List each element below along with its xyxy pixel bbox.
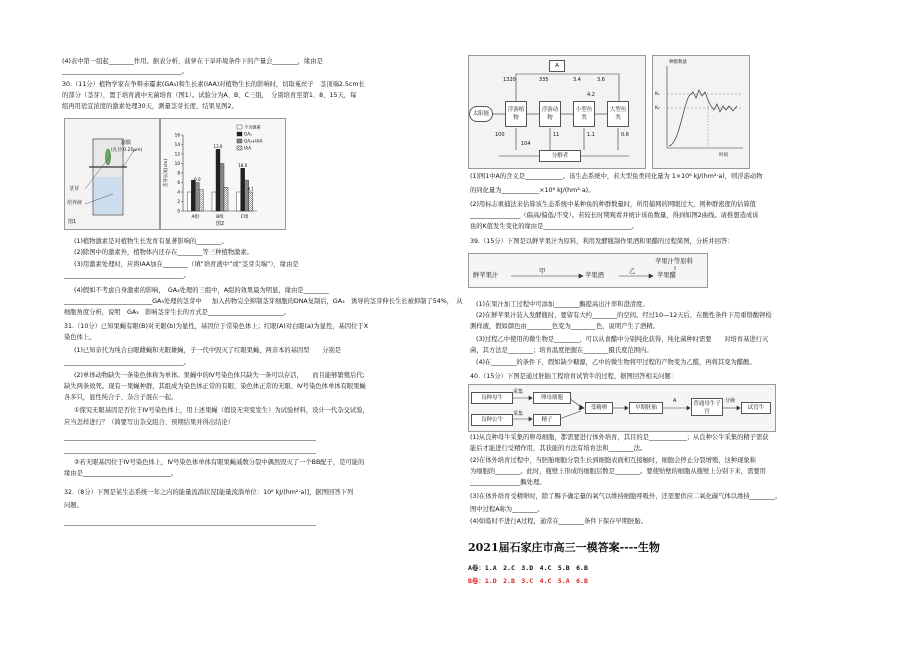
text-line: 能后才能进行受精作用，其获能的方法有培育法和________法。 — [470, 445, 647, 452]
bar — [237, 192, 241, 211]
collect-label: 采集 — [513, 389, 524, 395]
text-line: 30.（11分）植物学家在争辩赤霉素(GA₃)和生长素(IAA)对植物生长的影响时，切取菟丝子 茎顶端2.5cm长 — [62, 81, 365, 88]
text-line: ____________________________GA₃处理的茎芽中 — [64, 298, 202, 305]
legend-label: GA₃+IAA — [244, 138, 263, 144]
figure-2-chart — [160, 118, 286, 230]
node-sperm: 精子 — [533, 414, 561, 426]
y-tick-label: 2 — [177, 199, 180, 204]
raw-juice: 鲜苹果汁 — [473, 272, 499, 279]
text-line: 39.（15分）下图是以鲜苹果汁为原料，利用发酵瓶制作果酒和果醋的过程简图，分析并回答： — [470, 238, 734, 245]
bar — [224, 187, 228, 211]
text-line: (4)在________的条件下，假如缺少糖源，乙中的微生物将甲过程的产物变为乙醛，再将其变为醋酸。 — [476, 359, 756, 366]
text-line: ________________________________________________________________________________ — [64, 434, 316, 441]
k2-label: K₂ — [655, 106, 660, 111]
y-tick-label: 6 — [177, 180, 180, 185]
bar-chart — [161, 119, 285, 229]
node-zooplankton: 浮游动物 — [539, 101, 561, 127]
text-line: 各多只，显性纯合子、杂合子混在一起。 — [64, 394, 178, 401]
step-A: A — [673, 398, 677, 404]
node-sun: 太阳能 — [469, 106, 493, 122]
population-curve-figure — [652, 55, 750, 169]
y-tick-label: 4 — [177, 189, 180, 195]
text-line: (2)除图中的激素外，植物体内还存在________等三种植物激素。 — [74, 249, 253, 256]
text-line: ①探究无眼基因是否位于Ⅳ号染色体上，用上述果蝇（假设无突变发生）为试验材料，设计一代杂交试验， — [74, 407, 369, 414]
text-line: 加入药物完全抑制茎芽细胞的DNA复制后，GA₃ 诱导的茎芽伸长生长被抑制了54%， 从 — [212, 298, 463, 305]
text-line: (4)表中第一组起________作用。据表分析，菠萝在干旱环境条件下的产量会________，缘由是 — [62, 58, 323, 65]
figure-1-apparatus — [64, 118, 160, 230]
category-label: A组 — [191, 215, 200, 220]
text-line: (4)如临时不进行A过程，通常在________条件下保存早期胚胎。 — [470, 518, 647, 525]
text-line: 细胞角度分析，说明 GA₃ 影响茎芽生长的方式是________________________。 — [64, 309, 290, 316]
population-curve — [653, 56, 749, 168]
y-tick-label: 10 — [174, 161, 180, 166]
text-line: 染色体上。 — [64, 334, 96, 341]
y-tick-label: 14 — [174, 142, 180, 147]
curve-ylabel: 种群数量 — [669, 60, 687, 65]
bar — [195, 183, 199, 212]
value-label: 3.4 — [573, 77, 581, 83]
answer-b: B卷：1.D 2.B 3.C 4.C 5.A 6.B — [468, 577, 588, 585]
curve-xlabel: 时间 — [719, 153, 728, 158]
text-line: 32.（8分）下图是某生态系统一年之内的能量流淌状况[能量流淌单位：10⁸ kJ/(hm²·a)]，据图回答下列 — [64, 489, 354, 496]
text-line: (2)单体动物缺失一条染色体称为单体。果蝇中的Ⅳ号染色体只缺失一条可以存活， 而且能够繁殖后代; — [74, 372, 365, 379]
text-line: (3)过程乙中使用的微生物是________，可以从食醋中分别纯化获得，纯化菌种时需要 对培育基进行灭 — [476, 336, 769, 343]
text-line: 图中过程A称为________。 — [470, 506, 544, 513]
legend-swatch — [237, 132, 242, 136]
value-label: 100 — [495, 132, 505, 138]
text-line: ______________________________________。 — [64, 272, 190, 279]
apparatus-drawing — [65, 119, 159, 229]
node-zygote: 受精卵 — [585, 402, 613, 414]
node-male-cow: 良种公牛 — [471, 414, 513, 426]
legend-swatch — [237, 139, 242, 143]
category-label: C组 — [240, 215, 249, 220]
text-line: (4)假如不考虑自身激素的影响， GA₃处理的三组中，A组的效果最为明显，缘由是________ — [74, 287, 329, 294]
node-decomposer: 分解者 — [539, 150, 581, 162]
bar — [216, 149, 220, 211]
text-line: ______________________________________。 — [64, 359, 190, 366]
text-line: ________________（偏高/偏低/不变）。若较长时期观看并统计该鱼数量，得到如图2曲线。请推想造成该 — [470, 212, 759, 219]
bar — [220, 164, 224, 212]
legend-swatch — [237, 146, 242, 150]
text-line: 应当怎样进行？（简要写出杂交组合、预期结果并得出结论） — [64, 419, 235, 426]
curve-line — [669, 90, 737, 146]
value-label: 1320 — [503, 77, 516, 83]
label-filter: 滤膜 — [121, 140, 132, 146]
value-label: 11 — [553, 132, 560, 138]
embryo-figure — [468, 384, 776, 432]
value-label: 0.6 — [621, 132, 629, 138]
data-label: 6.0 — [194, 177, 201, 182]
text-line: (1)已知亲代为纯合白眼雌蝇和无眼雄蝇，子一代中毁灭了红眼果蝇，两亲本的基因型 分别是 — [74, 347, 342, 354]
text-line: (2)在鲜苹果汁装入发酵瓶时，要留有大约________的空间。经过10—12天后，在酸性条件下用重铬酸钾检 — [476, 312, 772, 319]
category-label: B组 — [216, 215, 224, 220]
text-line: ________________________________________________________________________________ — [64, 519, 316, 526]
energy-flow-figure — [468, 55, 646, 169]
text-line: 31.（10分）已知果蝇有眼(B)对无眼(b)为显性，基因位于常染色体上；红眼(A)对白眼(a)为显性，基因位于X — [64, 323, 369, 330]
text-line: (1)植物激素是对植物生长发育有显著影响的________。 — [74, 238, 228, 245]
y-axis-label: 茎芽长度(cm) — [164, 158, 169, 188]
bar — [241, 168, 245, 211]
data-label: 18.0 — [238, 162, 248, 168]
text-line: (1)图1中A的含义是____________。该生态系统中，若大型鱼类同化量为 1×10⁸ kJ/(hm²·a)，则浮游动物 — [470, 173, 763, 180]
y-tick-label: 12 — [174, 151, 180, 157]
node-large-fish: 大型鱼类 — [607, 101, 629, 127]
node-calf: 试管牛 — [741, 402, 771, 414]
value-label: 104 — [521, 141, 531, 147]
bar — [245, 180, 249, 211]
legend-label: 不含激素 — [244, 124, 261, 130]
legend-swatch — [237, 125, 242, 129]
medium-fill — [94, 177, 122, 214]
label-medium: 培养液 — [67, 200, 83, 206]
text-line: (3)用激素处理时，应将IAA加在________（填“培育液中”或“茎芽尖端”），缘由是 — [74, 261, 299, 268]
k1-label: K₁ — [655, 92, 660, 97]
bar — [187, 192, 191, 211]
text-line: 的部分（茎芽），置于培育液中无菌培育（图1）。试验分为A、B、C三组， 分别培育至第1、8、15天，每 — [62, 92, 357, 99]
text-line: (1)在果汁加工过程中可添加________酶提高出汁率和澄清度。 — [476, 301, 649, 308]
text-line: ②若无眼基因位于Ⅳ号染色体上，Ⅳ号染色体单体有眼果蝇减数分裂中偶然毁灭了一个BB配子，是可能的 — [74, 459, 365, 466]
y-tick-label: 16 — [174, 132, 180, 138]
fermentation-figure — [468, 253, 708, 288]
node-early-embryo: 早期胚胎 — [629, 402, 663, 414]
label-filter-note: (孔径 0.25μm) — [111, 148, 143, 153]
data-label: 13.0 — [213, 143, 223, 149]
label-bud: 茎芽 — [69, 186, 80, 192]
bar — [199, 190, 203, 211]
value-label: 4.2 — [587, 92, 595, 98]
answer-a: A卷：1.A 2.C 3.D 4.C 5.B 6.B — [468, 564, 588, 572]
text-line: 组再用适宜浓度的激素处理30天，测量茎芽长度，结果见图2。 — [62, 103, 238, 110]
step-jia: 甲 — [539, 268, 546, 275]
apple-vinegar: 苹果醋 — [657, 272, 676, 279]
fig1-caption: 图1 — [68, 219, 77, 225]
text-line: ________________酶处理。 — [470, 479, 546, 486]
text-line: 为细胞的________。此时，瓶壁上形成的细胞层数是________。要使贴壁的细胞从瓶壁上分别下来，需要用 — [470, 468, 766, 475]
legend-label: GA₃ — [244, 131, 252, 137]
apple-wine: 苹果酒 — [585, 272, 604, 279]
legend-label: IAA — [244, 145, 252, 151]
node-oocyte: 卵母细胞 — [533, 392, 571, 404]
text-line: 测样液，假如颜色由________色变为________色，说明产生了酒精。 — [470, 323, 659, 330]
text-line: 的同化量为____________×10⁸ kJ/(hm²·a)。 — [470, 187, 595, 194]
text-line: 缘由是____________________________。 — [64, 470, 178, 477]
value-label: 1.1 — [587, 132, 595, 138]
text-line: (2)在体外培育过程中，当胚胎细胞分裂生长到细胞表面相互接触时，细胞会停止分裂增殖，这种现象称 — [470, 457, 756, 464]
node-surrogate: 普通母牛子宫 — [691, 398, 723, 416]
y-tick-label: 0 — [177, 208, 180, 214]
birth-label: 分娩 — [725, 398, 736, 404]
y-tick-label: 8 — [177, 170, 180, 176]
collect-label: 采集 — [513, 411, 524, 417]
value-label: 335 — [539, 77, 549, 83]
node-A: A — [549, 60, 565, 72]
value-label: 3.6 — [597, 77, 605, 83]
bar — [212, 192, 216, 211]
text-line: ________________________________________________________________________________ — [64, 447, 316, 454]
bar — [191, 180, 195, 211]
text-line: 问题。 — [64, 502, 83, 509]
step-yi: 乙 — [629, 268, 636, 275]
bar — [249, 192, 253, 211]
node-phytoplankton: 浮游植物 — [505, 101, 527, 127]
text-line: (1)从良种母牛采集的卵母细胞，都需要进行体外培育，其目的是____________；从良种公牛采集的精子需获 — [470, 434, 769, 441]
data-label: 4.1 — [247, 186, 254, 192]
text-line: ______________________________________。 — [62, 68, 188, 75]
supply-material: 苹果汁等原料 — [655, 258, 693, 265]
text-line: (3)在体外培育受精卵时，除了赐予确定量的氧气以维持细胞呼吸外，还需要供应二氧化碳气体以维持________。 — [470, 493, 782, 500]
answer-title: 2021届石家庄市高三一模答案----生物 — [468, 541, 660, 554]
node-small-fish: 小型鱼类 — [573, 101, 595, 127]
bud-shape — [106, 149, 111, 165]
text-line: 鱼的K值发生变化的缘由是____________________________。 — [470, 223, 638, 230]
text-line: (2)用标志重捕法来估算该生态系统中某种鱼的种群数量时，所用捕网的网眼过大，则种群密度的估算值 — [470, 201, 756, 208]
fig2-caption: 图2 — [215, 221, 225, 227]
text-line: 40.（15分）下图是通过胚胎工程培育试管牛的过程，据图回答相关问题： — [470, 373, 677, 380]
text-line: 菌，其方法是________；培育温度把握在________摄氏度范围内。 — [470, 347, 653, 354]
text-line: 缺失两条致死。现有一果蝇种群，其组成为染色体正常的有眼、染色体正常的无眼、Ⅳ号染色体单体有眼果蝇 — [64, 383, 366, 390]
node-female-cow: 良种母牛 — [471, 392, 513, 404]
